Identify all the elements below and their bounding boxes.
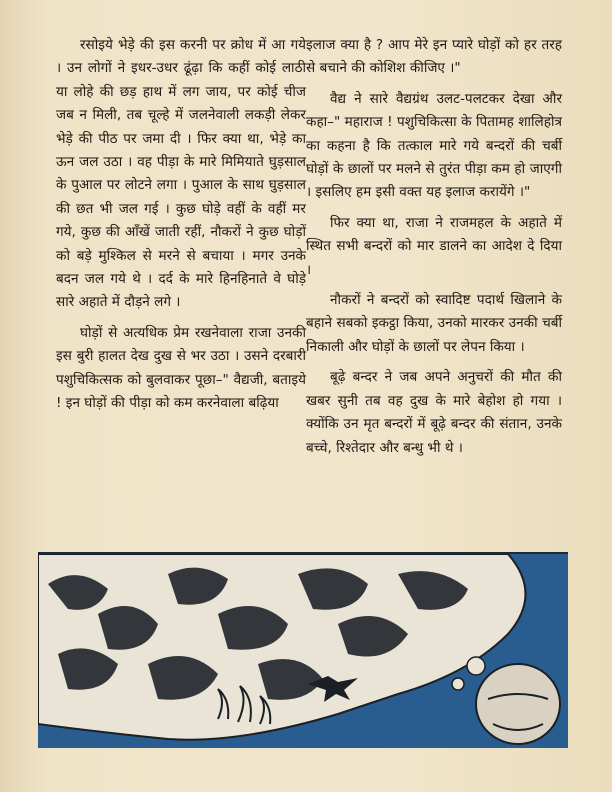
story-illustration (38, 552, 568, 748)
paragraph: घोड़ों से अत्यधिक प्रेम रखनेवाला राजा उनकी इस बुरी हालत देख दुख से भर उठा । उसने दरबारी पशुचिकित्सक को बुलवाकर पूछा–" वैद्यजी, बताइये ! इन घोड़ों की पीड़ा को कम करनेवाला बढ़िया (56, 324, 306, 412)
illustration-art (38, 554, 568, 748)
paragraph: फिर क्या था, राजा ने राजमहल के अहाते में स्थित सभी बन्दरों को मार डालने का आदेश दे दिया । (306, 214, 562, 278)
left-text-column (56, 34, 306, 423)
old-monkey (476, 664, 560, 744)
paragraph: इलाज क्या है ? आप मेरे इन प्यारे घोड़ों को हर तरह से बचाने की कोशिश कीजिए ।" (306, 37, 562, 77)
paragraph: वैद्य ने सारे वैद्यग्रंथ उलट-पलटकर देखा और कहा–" महाराज ! पशुचिकित्सा के पितामह शालिहोत्र का कहना है कि तत्काल मारे गये बन्दरों की चर्बी घोड़ों के छालों पर मलने से तुरंत पीड़ा कम हो जाएगी । इसलिए हम इसी वक्त यह इलाज करायेंगे ।" (306, 90, 562, 201)
paragraph: रसोइये भेड़े की इस करनी पर क्रोध में आ गये । उन लोगों ने इधर-उधर ढूंढ़ा कि कहीं कोई लाठी या लोहे की छड़ हाथ में लग जाय, पर कोई चीज जब न मिली, तब चूल्हे में जलनेवाली लकड़ी लेकर भेड़े की पीठ पर जमा दी । फिर क्या था, भेड़े का ऊन जल उठा । वह पीड़ा के मारे मिमियाते घुड़साल के पुआल पर लोटने लगा । पुआल के साथ घुड़साल की छत भी जल गई । कुछ घोड़े वहीं के वहीं मर गये, कुछ की आँखें जाती रहीं, नौकरों ने कुछ घोड़ों को बड़े मुश्किल से मरने से बचाया । मगर उनके बदन जल गये थे । दर्द के मारे हिनहिनाते वे घोड़े सारे अहाते में दौड़ने लगे । (56, 37, 306, 311)
right-text-column (306, 34, 562, 467)
paragraph: नौकरों ने बन्दरों को स्वादिष्ट पदार्थ खिलाने के बहाने सबको इकट्ठा किया, उनको मारकर उनकी चर्बी निकाली और घोड़ों के छालों पर लेपन किया । (306, 292, 562, 355)
paragraph: बूढ़े बन्दर ने जब अपने अनुचरों की मौत की खबर सुनी तब वह दुख के मारे बेहोश हो गया । क्योंकि उन मृत बन्दरों में बूढ़े बन्दर की संतान, उनके बच्चे, रिश्तेदार और बन्धु भी थे । (306, 369, 562, 456)
